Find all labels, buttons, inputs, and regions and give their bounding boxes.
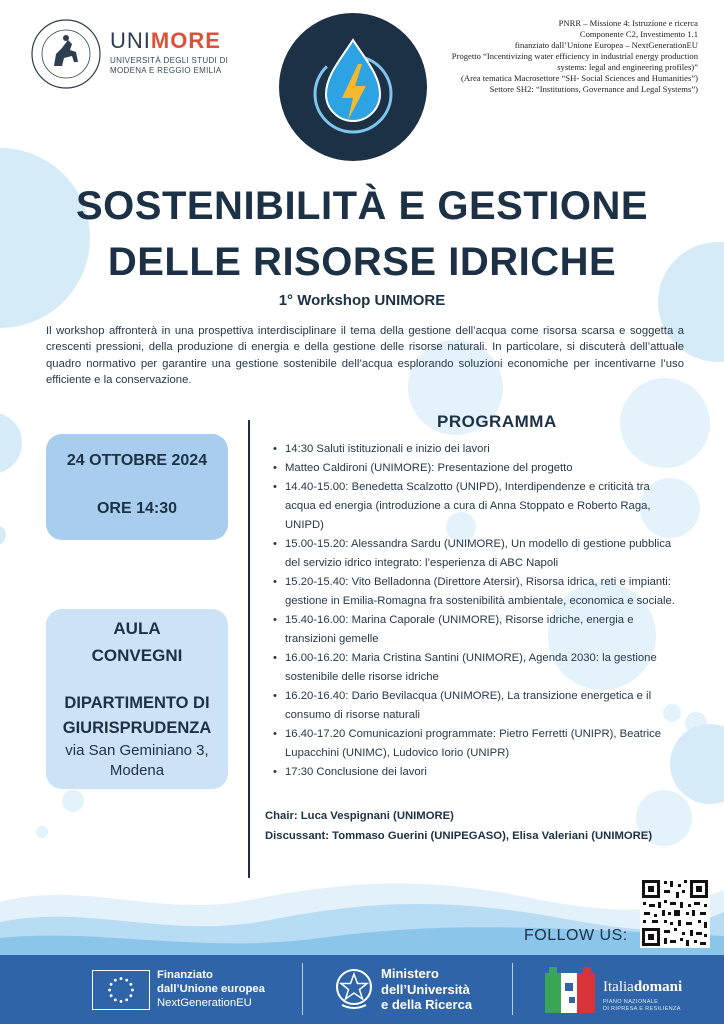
water-drop-lightning-icon bbox=[278, 12, 428, 162]
footer-divider bbox=[512, 963, 513, 1015]
footer-divider bbox=[302, 963, 303, 1015]
programme-title: PROGRAMMA bbox=[437, 412, 557, 431]
event-time: ORE 14:30 bbox=[96, 500, 178, 517]
venue-room bbox=[46, 615, 228, 669]
eu-flag-icon bbox=[92, 970, 150, 1010]
decorative-bubble bbox=[36, 826, 48, 838]
programme-item: • 14:30 Saluti istituzionali e inizio dei lavori bbox=[270, 440, 680, 459]
event-date: 24 OTTOBRE 2024 bbox=[66, 452, 208, 469]
logo-wordmark bbox=[110, 28, 221, 54]
event-title bbox=[0, 178, 724, 290]
programme-item: • 15.40-16.00: Marina Caporale (UNIMORE), Risorse idriche, energia e transizioni gemelle bbox=[270, 611, 680, 649]
event-title-line: DELLE RISORSE IDRICHE bbox=[107, 240, 617, 284]
pnrr-funding-info bbox=[428, 18, 698, 95]
programme-item: • 15.20-15.40: Vito Belladonna (Direttore Atersir), Risorsa idrica, reti e impianti: gestione in Emilia-Romagna fra sostenibilità ambientale, economica e sociale. bbox=[270, 573, 680, 611]
unimore-logo bbox=[30, 18, 230, 90]
italia-domani-flag-icon bbox=[545, 967, 595, 1013]
event-subtitle: 1° Workshop UNIMORE bbox=[278, 292, 446, 309]
venue-department bbox=[46, 691, 228, 741]
pnrr-line: PNRR – Missione 4: Istruzione e ricerca bbox=[558, 18, 698, 28]
eu-funding-line: Finanziato bbox=[157, 969, 213, 981]
pnrr-line: systems: legal and engineering profiles)” bbox=[557, 62, 698, 72]
eu-funding-line: dall’Unione europea bbox=[157, 983, 265, 995]
university-seal-icon bbox=[30, 18, 102, 90]
italian-republic-emblem-icon bbox=[334, 967, 374, 1011]
logo-name-more: MORE bbox=[150, 28, 221, 53]
intro-paragraph: Il workshop affronterà in una prospettiva interdisciplinare il tema della gestione dell’acqua come risorsa scarsa e soggetta a crescenti pressioni, della produzione di energia e della gestione delle risorse naturali. In particolare, si discuterà dell’attuale quadro normativo per garantire una gestione sostenibile dell’acqua esplorando soluzioni economiche per incentivarne l’uso efficiente e la conservazione. bbox=[46, 325, 684, 387]
decorative-bubble bbox=[0, 412, 22, 474]
venue-room-line: AULA bbox=[113, 619, 161, 638]
column-divider bbox=[248, 420, 250, 878]
pnrr-line: finanziato dall’Unione Europea – NextGenerationEU bbox=[514, 40, 698, 50]
discussant-line: Discussant: Tommaso Guerini (UNIPEGASO), Elisa Valeriani (UNIMORE) bbox=[265, 830, 653, 842]
programme-item: • Matteo Caldironi (UNIMORE): Presentazione del progetto bbox=[270, 459, 680, 478]
ministry-text bbox=[381, 966, 472, 1013]
pnrr-line: Progetto “Incentivizing water efficiency in industrial energy production bbox=[451, 51, 698, 61]
programme-item: • 16.40-17.20 Comunicazioni programmate: Pietro Ferretti (UNIPR), Beatrice Lupacchini (UNIMC), Ludovico Iorio (UNIPR) bbox=[270, 725, 680, 763]
venue-address bbox=[46, 741, 228, 781]
eu-funding-text bbox=[157, 968, 265, 1010]
italia-domani-wordmark bbox=[603, 979, 682, 996]
italia-domani-part: Italia bbox=[603, 979, 634, 995]
pnrr-line: (Area tematica Macrosettore “SH- Social Sciences and Humanities”) bbox=[461, 73, 698, 83]
footer-bar bbox=[0, 955, 724, 1024]
programme-item: • 15.00-15.20: Alessandra Sardu (UNIMORE), Un modello di gestione pubblica del servizio idrico integrato: l’esperienza di ABC Napoli bbox=[270, 535, 680, 573]
chair-line: Chair: Luca Vespignani (UNIMORE) bbox=[265, 810, 454, 822]
date-box bbox=[46, 434, 228, 540]
venue-address-line: via San Geminiano 3, bbox=[65, 742, 209, 759]
venue-address-line: Modena bbox=[109, 762, 165, 779]
pnrr-line: Settore SH2: “Institutions, Governance and Legal Systems”) bbox=[489, 84, 698, 94]
chair-discussant bbox=[265, 806, 685, 846]
logo-subtitle-line: UNIVERSITÀ DEGLI STUDI DI bbox=[110, 56, 229, 65]
ministry-line: e della Ricerca bbox=[381, 997, 473, 1012]
qr-code-icon[interactable] bbox=[640, 878, 710, 948]
pnrr-line: Componente C2, Investimento 1.1 bbox=[579, 29, 698, 39]
programme-item: • 16.20-16.40: Dario Bevilacqua (UNIMORE), La transizione energetica e il consumo di risorse naturali bbox=[270, 687, 680, 725]
venue-box bbox=[46, 609, 228, 789]
logo-subtitle-line: MODENA E REGGIO EMILIA bbox=[110, 66, 222, 75]
programme-item: • 17:30 Conclusione dei lavori bbox=[270, 763, 680, 782]
event-title-line: SOSTENIBILITÀ E GESTIONE bbox=[75, 184, 649, 228]
italia-domani-sub-line: PIANO NAZIONALE bbox=[603, 999, 659, 1005]
italia-domani-subtitle bbox=[603, 999, 681, 1012]
programme-list bbox=[270, 440, 680, 782]
programme-item: • 14.40-15.00: Benedetta Scalzotto (UNIPD), Interdipendenze e criticità tra acqua ed energia (introduzione a cura di Anna Stoppato e Roberto Raga, UNIPD) bbox=[270, 478, 680, 535]
italia-domani-sub-line: DI RIPRESA E RESILIENZA bbox=[603, 1005, 681, 1012]
venue-room-line: CONVEGNI bbox=[91, 646, 183, 665]
ministry-line: dell’Università bbox=[381, 981, 470, 997]
venue-department-line: DIPARTIMENTO DI bbox=[64, 694, 210, 712]
logo-name-uni: UNI bbox=[110, 28, 151, 53]
decorative-bubble bbox=[62, 790, 84, 812]
eu-funding-line: NextGenerationEU bbox=[157, 997, 252, 1009]
follow-us-label: FOLLOW US: bbox=[524, 927, 628, 944]
logo-subtitle bbox=[110, 56, 228, 76]
venue-department-line: GIURISPRUDENZA bbox=[62, 719, 212, 737]
wave-decoration bbox=[0, 870, 724, 960]
italia-domani-part: domani bbox=[633, 979, 683, 995]
ministry-line: Ministero bbox=[381, 966, 439, 981]
decorative-bubble bbox=[0, 525, 6, 545]
programme-item: • 16.00-16.20: Maria Cristina Santini (UNIMORE), Agenda 2030: la gestione sostenibile delle risorse idriche bbox=[270, 649, 680, 687]
